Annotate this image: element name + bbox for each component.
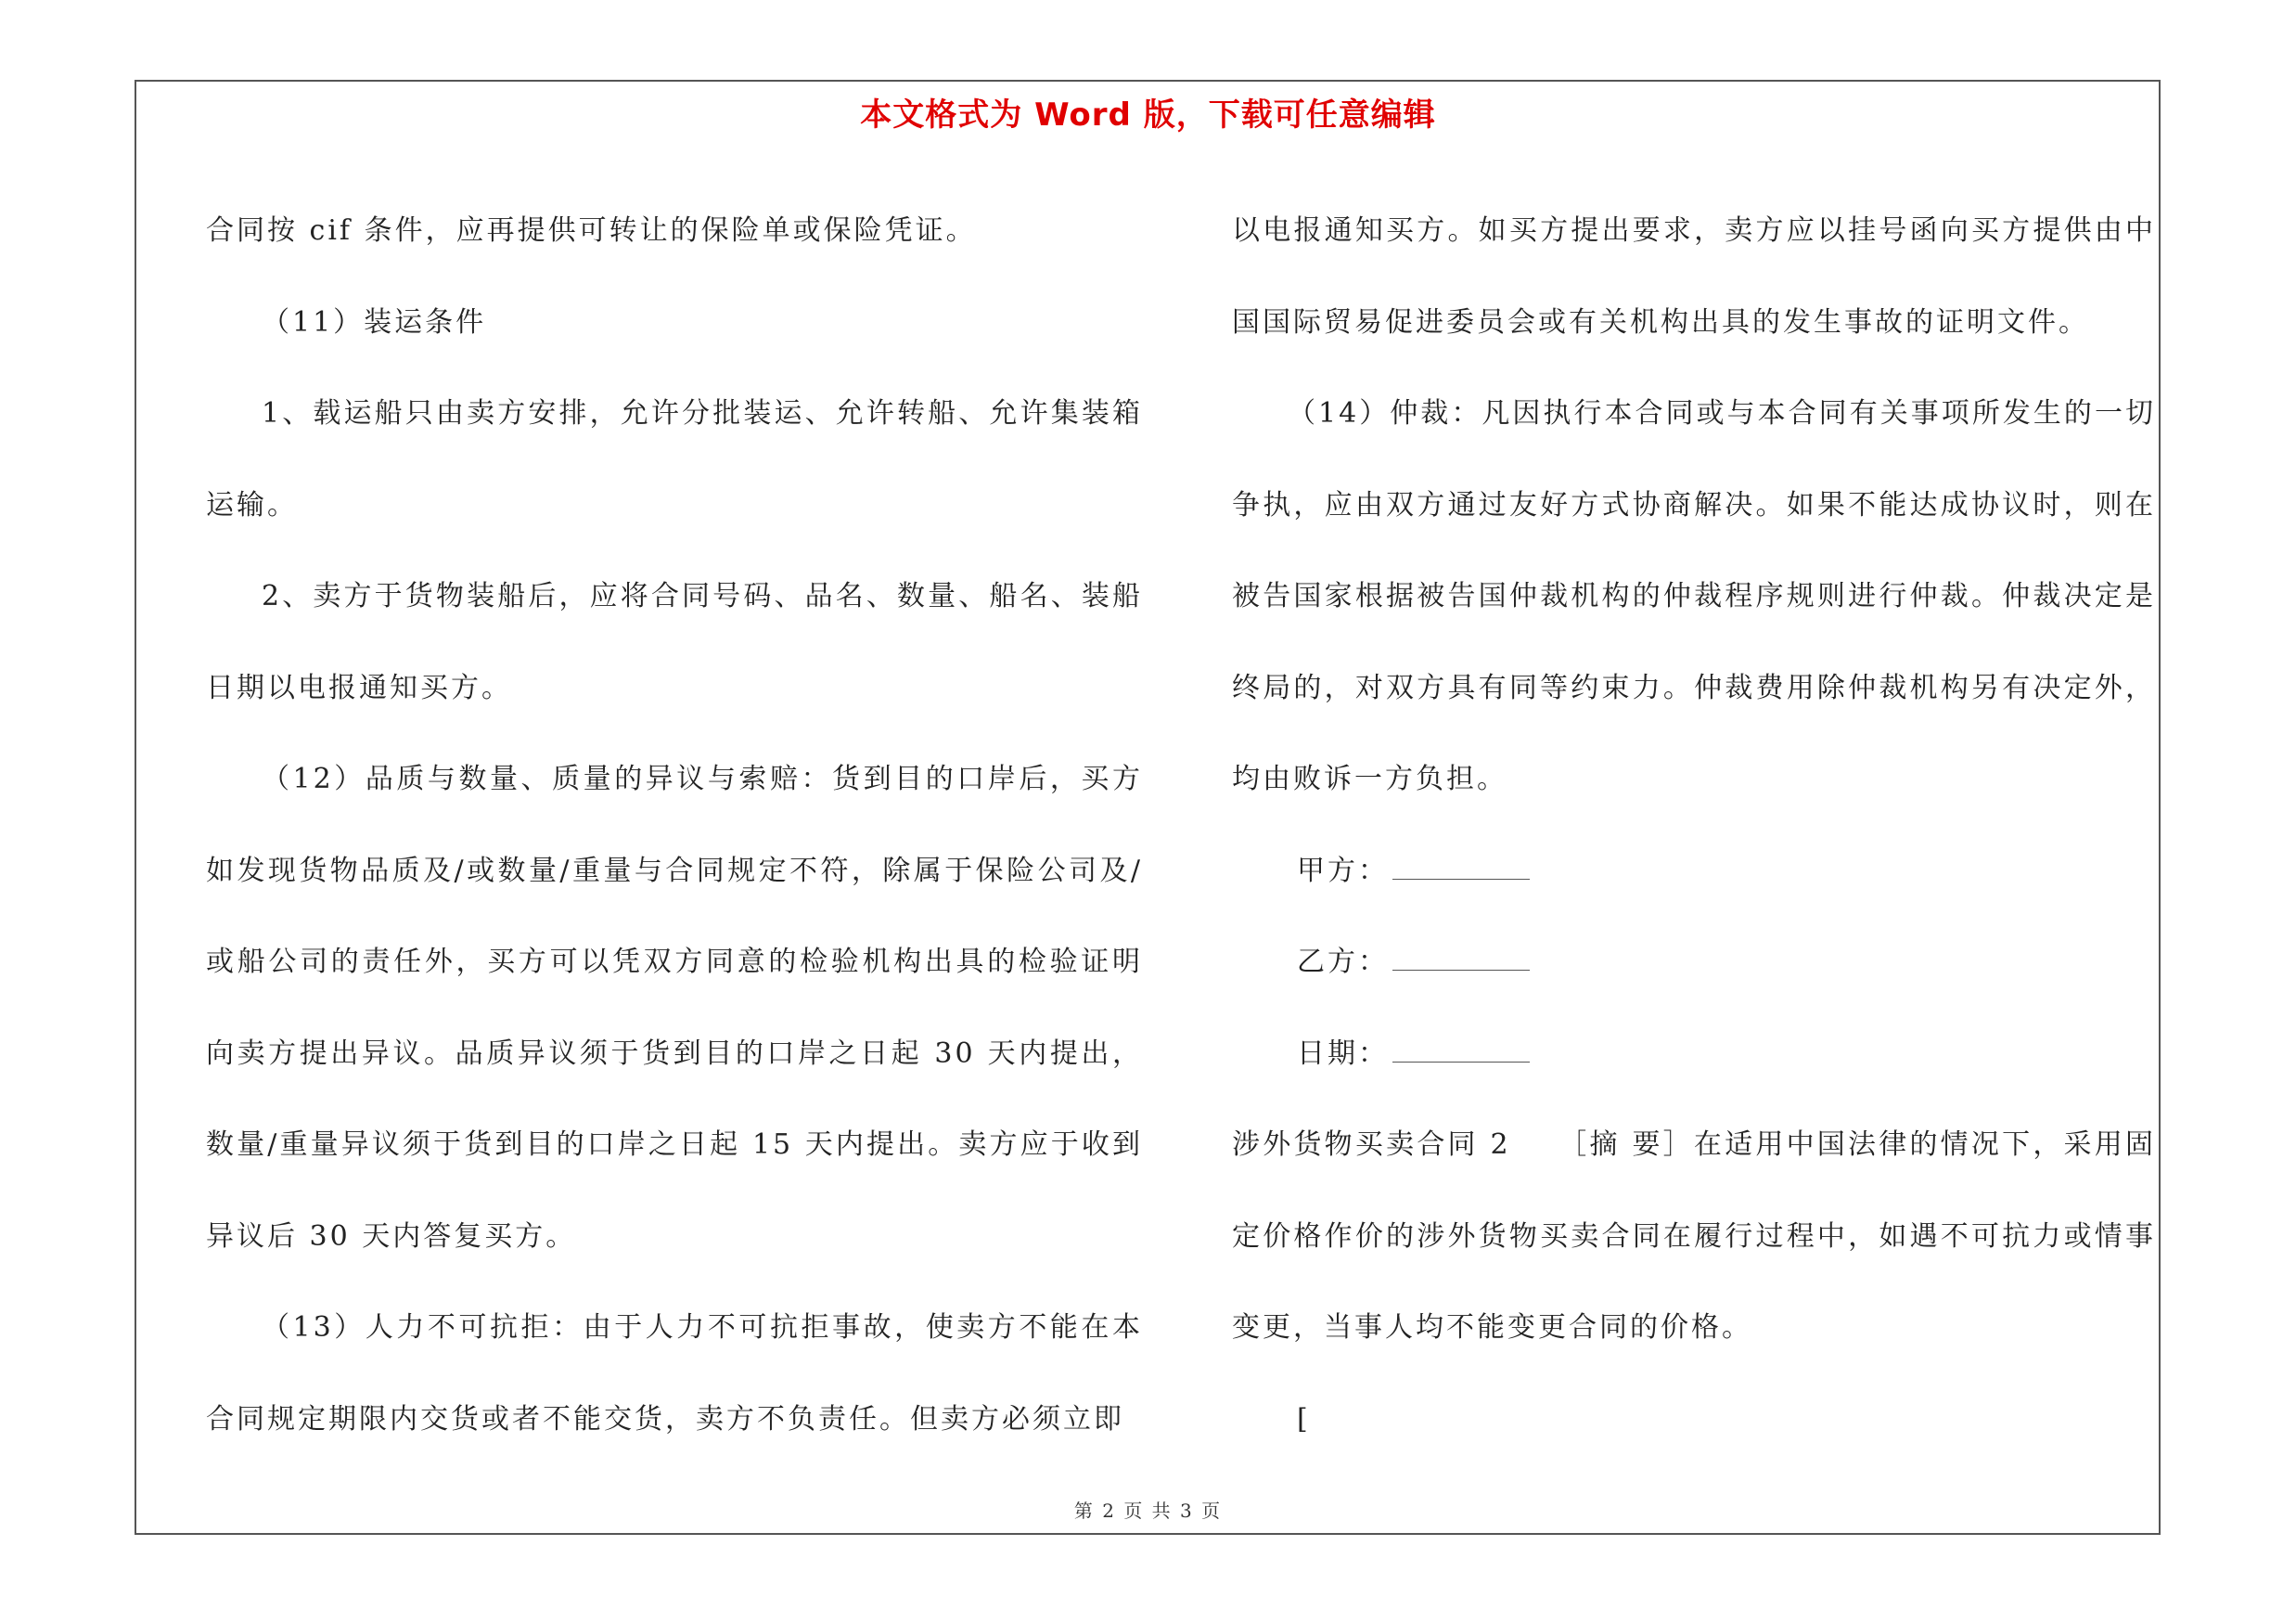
paragraph-insurance: 合同按 cif 条件，应再提供可转让的保险单或保险凭证。 <box>206 214 977 247</box>
document-header: 本文格式为 Word 版，下载可任意编辑 <box>860 97 1436 134</box>
paragraph-shipment-1: 1、载运船只由卖方安排，允许分批装运、允许转船、允许集装箱运输。 <box>206 397 1143 522</box>
paragraph-article-2: 涉外货物买卖合同 2 ［摘 要］在适用中国法律的情况下，采用固定价格作价的涉外货物买卖合同在履行过程中，如遇不可抗力或情事变更，当事人均不能变更合同的价格。 <box>1232 1128 2156 1344</box>
trailing-bracket: [ <box>1297 1402 1311 1436</box>
party-a-blank <box>1392 855 1530 880</box>
party-b-line <box>1232 917 2156 1009</box>
paragraph-force-majeure: （13）人力不可抗拒：由于人力不可抗拒事故，使卖方不能在本合同规定期限内交货或者不能交货，卖方不负责任。但卖方必须立即 <box>206 1311 1143 1436</box>
left-column <box>206 186 1143 1465</box>
right-column <box>1232 186 2156 1465</box>
paragraph-shipment-2: 2、卖方于货物装船后，应将合同号码、品名、数量、船名、装船日期以电报通知买方。 <box>206 580 1143 704</box>
date-line <box>1232 1009 2156 1101</box>
party-b-label: 乙方： <box>1297 946 1389 978</box>
party-a-line <box>1232 826 2156 918</box>
date-label: 日期： <box>1297 1037 1389 1070</box>
section-heading-shipment: （11）装运条件 <box>262 305 487 339</box>
date-blank <box>1392 1037 1530 1063</box>
paragraph-claims: （12）品质与数量、质量的异议与索赔：货到目的口岸后，买方如发现货物品质及/或数量/重量与合同规定不符，除属于保险公司及/或船公司的责任外，买方可以凭双方同意的检验机构出具的检验证明向卖方提出异议。品质异议须于货到目的口岸之日起 30 天内提出，数量/重量异议须于货到目的口岸之日起 15 天内提出。卖方应于收到异议后 30 天内答复买方。 <box>206 763 1143 1253</box>
party-a-label: 甲方： <box>1297 854 1389 887</box>
paragraph-arbitration: （14）仲裁：凡因执行本合同或与本合同有关事项所发生的一切争执，应由双方通过友好方式协商解决。如果不能达成协议时，则在被告国家根据被告国仲裁机构的仲裁程序规则进行仲裁。仲裁决定是终局的，对双方具有同等约束力。仲裁费用除仲裁机构另有决定外，均由败诉一方负担。 <box>1232 397 2156 795</box>
page-number: 第 2 页 共 3 页 <box>1073 1500 1223 1522</box>
party-b-blank <box>1392 946 1530 971</box>
paragraph-continuation: 以电报通知买方。如买方提出要求，卖方应以挂号函向买方提供由中国国际贸易促进委员会或有关机构出具的发生事故的证明文件。 <box>1232 214 2156 339</box>
